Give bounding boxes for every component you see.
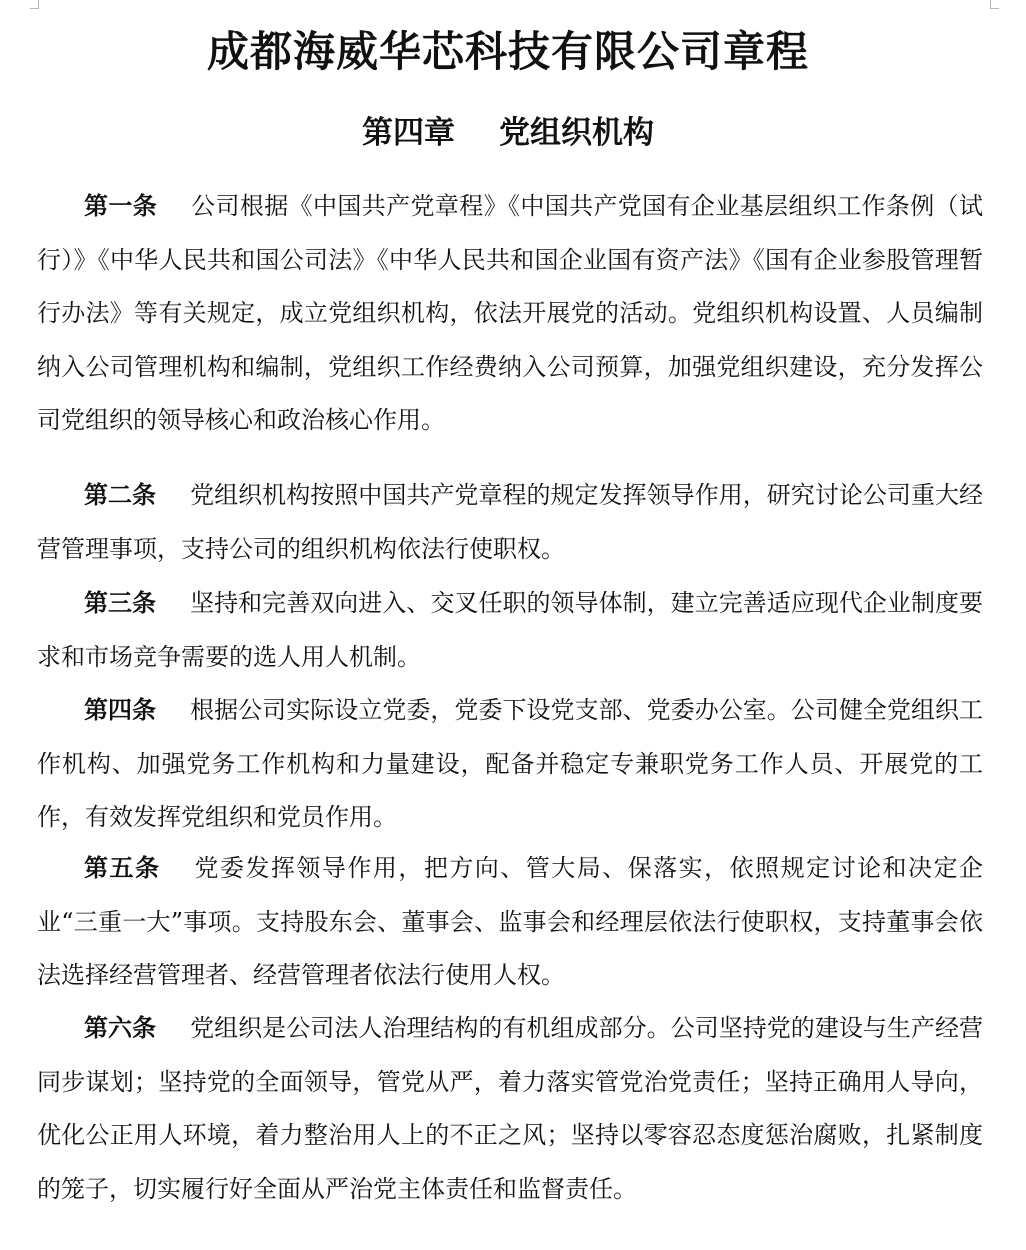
article-text: 坚持和完善双向进入、交叉任职的领导体制，建立完善适应现代企业制度要求和市场竞争需要的选人用人机制。 xyxy=(37,589,984,671)
article-number: 第五条 xyxy=(84,853,161,882)
article-4 xyxy=(37,683,983,845)
chapter-name: 党组织机构 xyxy=(499,115,654,151)
article-2 xyxy=(37,468,983,576)
article-3 xyxy=(37,576,983,684)
article-number: 第三条 xyxy=(84,588,157,617)
chapter-heading xyxy=(0,108,1016,158)
article-5 xyxy=(37,841,983,1003)
article-number: 第二条 xyxy=(84,480,157,509)
article-6 xyxy=(37,1001,983,1216)
article-text: 公司根据《中国共产党章程》《中国共产党国有企业基层组织工作条例（试行）》《中华人民共和国公司法》《中华人民共和国企业国有资产法》《国有企业参股管理暂行办法》等有关规定，成立党组织机构，依法开展党的活动。党组织机构设置、人员编制纳入公司管理机构和编制，党组织工作经费纳入公司预算，加强党组织建设，充分发挥公司党组织的领导核心和政治核心作用。 xyxy=(37,192,984,434)
article-number: 第四条 xyxy=(84,695,157,724)
article-number: 第六条 xyxy=(84,1013,157,1042)
article-text: 党组织机构按照中国共产党章程的规定发挥领导作用，研究讨论公司重大经营管理事项，支持公司的组织机构依法行使职权。 xyxy=(37,481,984,563)
chapter-number: 第四章 xyxy=(362,115,455,151)
crop-mark-top-left xyxy=(30,0,39,9)
article-1 xyxy=(37,179,983,448)
article-text: 党组织是公司法人治理结构的有机组成部分。公司坚持党的建设与生产经营同步谋划；坚持党的全面领导，管党从严，着力落实管党治党责任；坚持正确用人导向，优化公正用人环境，着力整治用人上的不正之风；坚持以零容忍态度惩治腐败，扎紧制度的笼子，切实履行好全面从严治党主体责任和监督责任。 xyxy=(37,1014,984,1203)
article-text: 根据公司实际设立党委，党委下设党支部、党委办公室。公司健全党组织工作机构、加强党务工作机构和力量建设，配备并稳定专兼职党务工作人员、开展党的工作，有效发挥党组织和党员作用。 xyxy=(37,696,984,831)
crop-mark-top-right xyxy=(990,0,999,9)
article-text: 党委发挥领导作用，把方向、管大局、保落实，依照规定讨论和决定企业“三重一大”事项。支持股东会、董事会、监事会和经理层依法行使职权，支持董事会依法选择经营管理者、经营管理者依法行使用人权。 xyxy=(37,854,984,989)
document-title: 成都海威华芯科技有限公司章程 xyxy=(206,27,809,76)
article-number: 第一条 xyxy=(84,191,158,220)
